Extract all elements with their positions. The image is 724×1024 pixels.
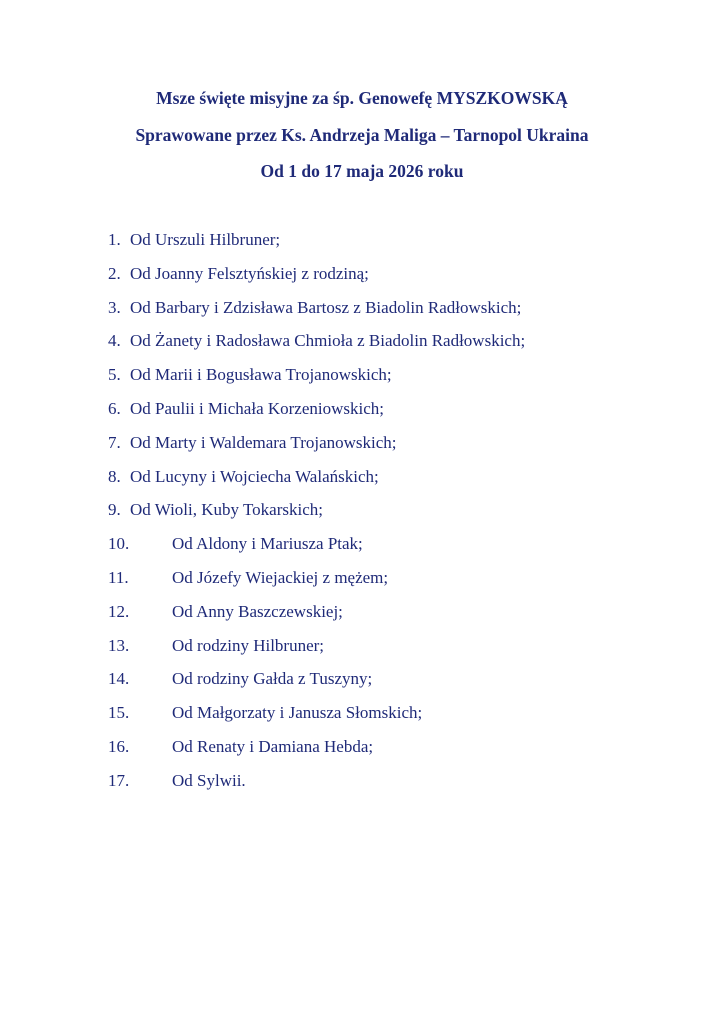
- list-item-number: 3.: [108, 297, 121, 317]
- list-item-number: 16.: [108, 736, 130, 756]
- list-item-number: 10.: [108, 534, 130, 554]
- list-item: [108, 264, 668, 298]
- list-item: [108, 534, 668, 568]
- list-item: [108, 230, 668, 264]
- list-item-number: 8.: [108, 466, 121, 486]
- list-item: [108, 331, 668, 365]
- list-item-number: 4.: [108, 331, 121, 351]
- list-item-text: Od Lucyny i Wojciecha Walańskich;: [130, 466, 379, 486]
- list-item: [108, 399, 668, 433]
- list-item-text: Od Joanny Felsztyńskiej z rodziną;: [130, 263, 369, 283]
- list-item-text: Od Marii i Bogusława Trojanowskich;: [130, 365, 392, 385]
- list-item-text: Od Urszuli Hilbruner;: [130, 230, 281, 249]
- list-item: [108, 568, 668, 602]
- list-item: [108, 771, 668, 805]
- list-item-number: 5.: [108, 365, 121, 385]
- list-item-number: 13.: [108, 635, 130, 655]
- list-item-number: 7.: [108, 432, 121, 452]
- list-item-number: 2.: [108, 263, 121, 283]
- heading-date-range: Od 1 do 17 maja 2026 roku: [260, 161, 464, 181]
- mass-offerings-list: [108, 230, 668, 805]
- list-item-number: 14.: [108, 669, 130, 689]
- list-item: [108, 467, 668, 501]
- list-item-text: Od rodziny Hilbruner;: [172, 635, 325, 655]
- list-item-text: Od Wioli, Kuby Tokarskich;: [130, 500, 323, 520]
- list-item-number: 11.: [108, 567, 129, 587]
- list-item-text: Od Aldony i Mariusza Ptak;: [172, 534, 363, 554]
- list-item-number: 9.: [108, 500, 121, 520]
- list-item-text: Od Renaty i Damiana Hebda;: [172, 736, 374, 756]
- heading-celebrant: Sprawowane przez Ks. Andrzeja Maliga – Tarnopol Ukraina: [135, 125, 589, 145]
- list-item-text: Od Józefy Wiejackiej z mężem;: [172, 567, 389, 587]
- list-item-text: Od Barbary i Zdzisława Bartosz z Biadolin Radłowskich;: [130, 297, 522, 317]
- list-item-text: Od Paulii i Michała Korzeniowskich;: [130, 398, 385, 418]
- list-item-number: 17.: [108, 770, 130, 790]
- list-item-number: 12.: [108, 601, 130, 621]
- list-item: [108, 703, 668, 737]
- heading-title: Msze święte misyjne za śp. Genowefę MYSZKOWSKĄ: [156, 88, 568, 108]
- list-item: [108, 669, 668, 703]
- list-item: [108, 737, 668, 771]
- list-item: [108, 298, 668, 332]
- list-item-text: Od Anny Baszczewskiej;: [172, 601, 343, 621]
- list-item-number: 15.: [108, 703, 130, 723]
- list-item-text: Od rodziny Gałda z Tuszyny;: [172, 669, 373, 689]
- list-item-text: Od Sylwii.: [172, 770, 246, 790]
- list-item-number: 6.: [108, 398, 121, 418]
- list-item: [108, 500, 668, 534]
- list-item: [108, 636, 668, 670]
- list-item-text: Od Marty i Waldemara Trojanowskich;: [130, 432, 397, 452]
- list-item-text: Od Małgorzaty i Janusza Słomskich;: [172, 703, 423, 723]
- list-item: [108, 433, 668, 467]
- list-item-number: 1.: [108, 230, 121, 249]
- list-item: [108, 602, 668, 636]
- list-item-text: Od Żanety i Radosława Chmioła z Biadolin Radłowskich;: [130, 331, 526, 351]
- list-item: [108, 365, 668, 399]
